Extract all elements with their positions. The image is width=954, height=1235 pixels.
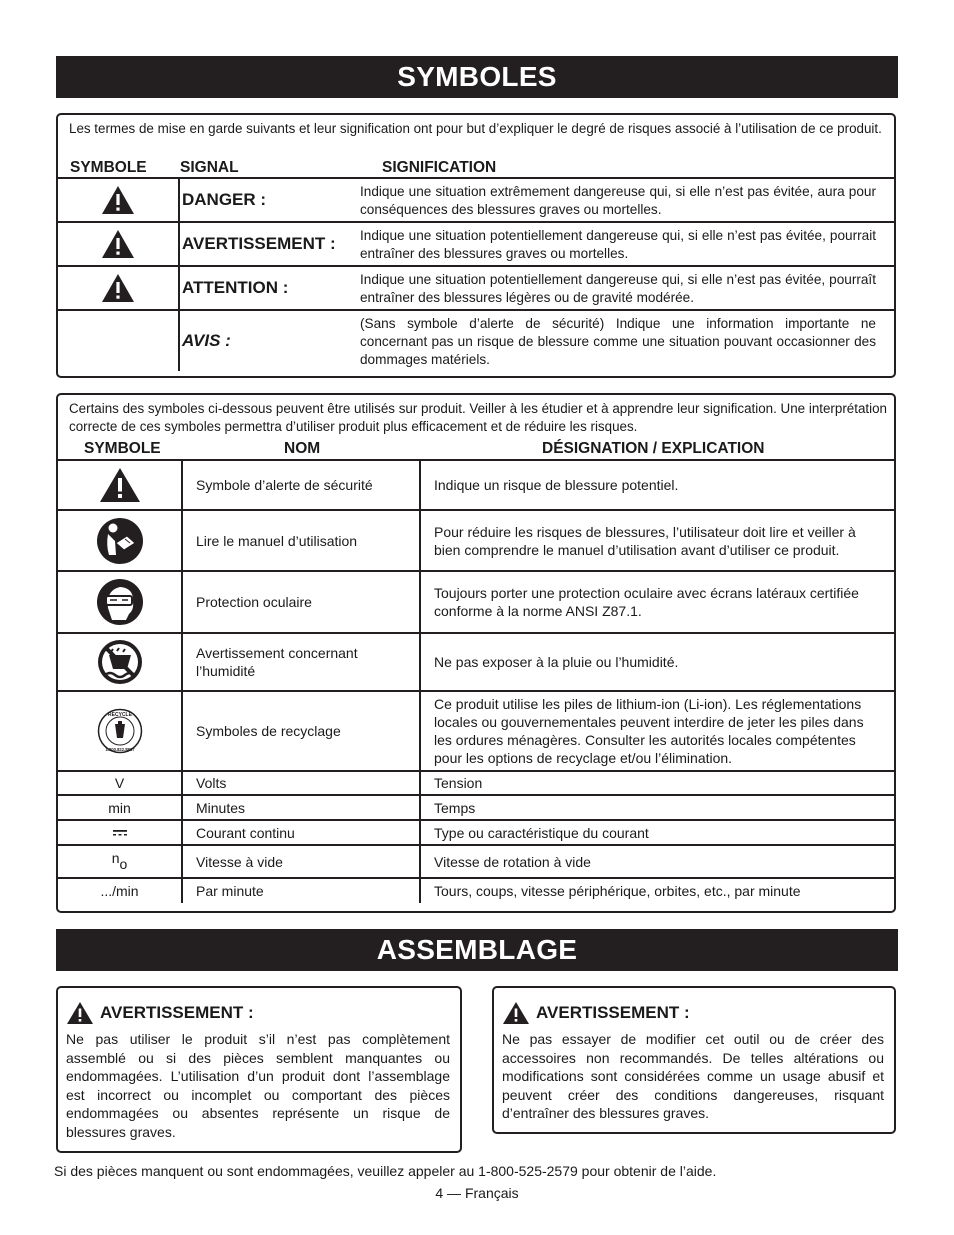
eye-protection-icon [96, 578, 144, 626]
symbol-cell [58, 461, 183, 509]
symbols-intro: Certains des symboles ci-dessous peuvent être utilisés sur produit. Veiller à les étudier et à apprendre leur signification. Une interprétation correcte de ces symboles permettra d’utiliser produit plus efficacement et de réduire les risques. [69, 401, 888, 434]
symbol-cell [58, 267, 180, 309]
symbol-cell [58, 179, 180, 221]
col-signification: SIGNIFICATION [382, 159, 497, 176]
symbol-cell: .../min [58, 879, 183, 903]
symbol-name: Symbole d’alerte de sécurité [183, 461, 421, 509]
assemblage-banner [56, 929, 898, 971]
symbol-row [58, 459, 894, 509]
symbol-name: Symboles de recyclage [183, 692, 421, 770]
symbol-name: Avertissement concernant l’humidité [183, 634, 421, 690]
symbol-name: Vitesse à vide [183, 846, 421, 877]
symbol-row [58, 794, 894, 819]
col-symbole: SYMBOLE [84, 440, 161, 457]
warning-triangle-icon [101, 229, 135, 259]
warning-triangle-icon [101, 273, 135, 303]
symbol-cell [58, 311, 180, 371]
symbol-name: Minutes [183, 796, 421, 819]
symbol-name: Courant continu [183, 821, 421, 844]
symbol-cell [58, 692, 183, 770]
signal-meaning: (Sans symbole d’alerte de sécurité) Indique une information importante ne concernant pas un risque de blessure comme une situation pouvant occasionner des dommages matériels. [360, 316, 876, 367]
symbol-row [58, 690, 894, 770]
warning-box-left [56, 986, 462, 1153]
signal-words-table [56, 113, 896, 378]
symbol-row [58, 770, 894, 794]
warning-title-text: AVERTISSEMENT : [100, 1003, 254, 1022]
warning-triangle-icon [66, 1001, 94, 1025]
warning-title [66, 1000, 450, 1026]
page-number: 4 — Français [435, 1185, 519, 1201]
warning-title [502, 1000, 884, 1026]
symbol-row [58, 877, 894, 903]
recycle-seal-top-text: RECYCLE [107, 712, 132, 718]
symbol-explanation: Type ou caractéristique du courant [434, 824, 649, 841]
col-symbole: SYMBOLE [70, 159, 147, 176]
warning-text: Ne pas essayer de modifier cet outil ou de créer des accessoires non recommandés. De telles altérations ou modifications sont considérées comme un usage abusif et peuvent créer des conditions dangereuses, risquant d’entraîner des blessures graves. [502, 1031, 884, 1122]
signal-meaning: Indique une situation extrêmement dangereuse qui, si elle n’est pas évitée, aura pour conséquences des blessures graves ou mortelles. [360, 184, 876, 217]
warning-text: Ne pas utiliser le produit s’il n’est pas complètement assemblé ou si des pièces semblent manquantes ou endommagées. L’utilisation d’un produit dont l’assemblage est incorrect ou incomplet ou comportant des pièces endommagées ou absentes représente un risque de blessures graves. [66, 1031, 450, 1140]
footer-help-text: Si des pièces manquent ou sont endommagées, veuillez appeler au 1-800-525-2579 pour obtenir de l’aide. [54, 1163, 717, 1179]
symbol-row [58, 632, 894, 690]
symbol-cell: V [58, 772, 183, 794]
warning-title-text: AVERTISSEMENT : [536, 1003, 690, 1022]
symbol-row [58, 570, 894, 632]
warning-triangle-icon [502, 1001, 530, 1025]
read-manual-icon [96, 517, 144, 565]
signal-meaning: Indique une situation potentiellement dangereuse qui, si elle n’est pas évitée, pourraît entraîner des blessures légères ou de gravité modérée. [360, 272, 876, 305]
symbol-cell [58, 846, 183, 877]
symbol-explanation: Pour réduire les risques de blessures, l’utilisateur doit lire et veiller à bien comprendre le manuel d’utilisation avant d’utiliser ce produit. [434, 523, 856, 558]
symbol-explanation: Ce produit utilise les piles de lithium-ion (Li-ion). Les réglementations locales ou gouvernementales peuvent interdire de jeter les piles dans les ordures ménagères. Consulter les autorités locales compétentes pour les options de recyclage et/ou l’élimination. [434, 696, 864, 766]
symbol-explanation: Tours, coups, vitesse périphérique, orbites, etc., par minute [434, 883, 801, 899]
symbol-row [58, 819, 894, 844]
symbols-table [56, 393, 896, 913]
signal-word: ATTENTION : [182, 278, 289, 297]
warning-box-right [492, 986, 896, 1134]
signal-row-avertissement [58, 221, 894, 265]
symbol-cell [58, 821, 183, 844]
symbol-explanation: Indique un risque de blessure potentiel. [434, 477, 679, 493]
symbol-row [58, 844, 894, 877]
symbol-cell: min [58, 796, 183, 819]
no-load-speed-symbol: no [111, 849, 128, 872]
direct-current-icon [112, 829, 128, 837]
signal-word: DANGER : [182, 190, 267, 209]
signal-word: AVIS : [182, 331, 231, 350]
recycle-seal-icon [97, 708, 143, 754]
symbol-row [58, 509, 894, 570]
symbol-cell [58, 511, 183, 570]
signal-word: AVERTISSEMENT : [182, 234, 336, 253]
symbol-name: Protection oculaire [183, 572, 421, 632]
symbol-name: Par minute [183, 879, 421, 903]
symbol-explanation: Ne pas exposer à la pluie ou l’humidité. [434, 654, 679, 670]
symbol-cell [58, 223, 180, 265]
signal-table-header [58, 155, 894, 177]
col-designation: DÉSIGNATION / EXPLICATION [542, 440, 765, 457]
signal-row-attention [58, 265, 894, 309]
symbol-explanation: Vitesse de rotation à vide [434, 853, 591, 870]
symbol-explanation: Temps [434, 799, 476, 816]
signal-row-danger [58, 177, 894, 221]
col-nom: NOM [284, 440, 321, 457]
symbols-table-header [58, 435, 894, 459]
symbol-cell [58, 572, 183, 632]
col-signal: SIGNAL [180, 159, 239, 176]
symbol-explanation: Tension [434, 775, 483, 791]
wet-conditions-icon [97, 639, 143, 685]
signal-intro: Les termes de mise en garde suivants et leur signification ont pour but d’expliquer le degré de risques associé à l’utilisation de ce produit. [69, 121, 882, 136]
symbol-cell [58, 634, 183, 690]
symbol-name: Lire le manuel d’utilisation [183, 511, 421, 570]
warning-triangle-icon [99, 467, 141, 503]
assemblage-title: ASSEMBLAGE [376, 934, 578, 965]
recycle-seal-bottom-text: 1.800.822.8837 [104, 747, 135, 752]
signal-meaning: Indique une situation potentiellement dangereuse qui, si elle n’est pas évitée, pourrait entraîner des blessures graves ou mortelles. [360, 228, 876, 261]
signal-row-avis [58, 309, 894, 371]
symboles-title: SYMBOLES [397, 61, 557, 92]
warning-triangle-icon [101, 185, 135, 215]
symboles-banner [56, 56, 898, 98]
symbol-explanation: Toujours porter une protection oculaire avec écrans latéraux certifiée conforme à la norme ANSI Z87.1. [434, 585, 859, 619]
symbol-name: Volts [183, 772, 421, 794]
